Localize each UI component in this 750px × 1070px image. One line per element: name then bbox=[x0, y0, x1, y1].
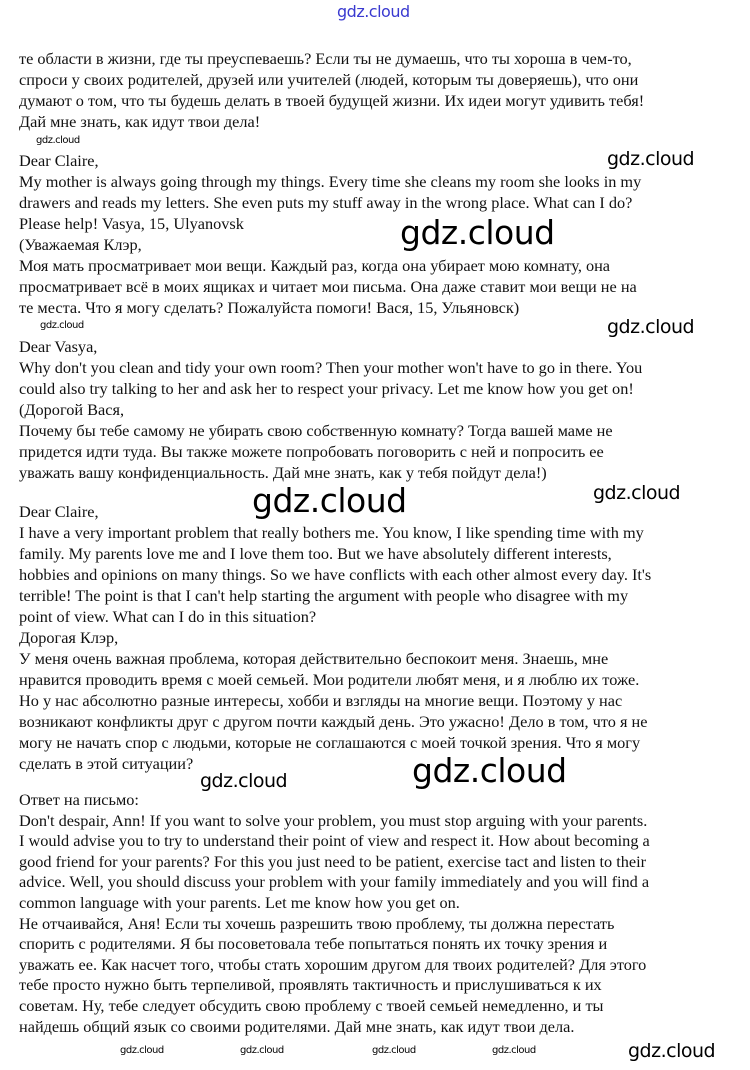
text-line: good friend for your parents? For this you just need to be patient, exercise tact and listen to their bbox=[19, 851, 647, 871]
text-line: Dear Vasya, bbox=[19, 337, 98, 356]
text-line: Почему бы тебе самому не убирать свою собственную комнату? Тогда вашей маме не bbox=[19, 421, 613, 440]
watermark: gdz.cloud bbox=[240, 1045, 284, 1056]
watermark: gdz.cloud bbox=[400, 213, 555, 252]
letter-continuation bbox=[19, 48, 644, 132]
text-line: Дай мне знать, как идут твои дела! bbox=[19, 112, 261, 131]
watermark: gdz.cloud bbox=[36, 135, 80, 146]
watermark: gdz.cloud bbox=[492, 1045, 536, 1056]
text-line: У меня очень важная проблема, которая действительно беспокоит меня. Знаешь, мне bbox=[19, 649, 609, 668]
text-line: (Уважаемая Клэр, bbox=[19, 235, 142, 254]
watermark: gdz.cloud bbox=[628, 1040, 716, 1062]
text-line: могу не начать спор с людьми, которые не соглашаются с моей точкой зрения. Что я могу bbox=[19, 733, 641, 752]
watermark: gdz.cloud bbox=[412, 751, 567, 790]
text-line: тебе просто нужно быть терпеливой, проявлять тактичность и прислушиваться к их bbox=[19, 975, 602, 995]
text-line: drawers and reads my letters. She even puts my stuff away in the wrong place. What can I do? bbox=[19, 193, 633, 212]
text-line: спорить с родителями. Я бы посоветовала тебе попытаться понять их точку зрения и bbox=[19, 934, 608, 954]
text-line: My mother is always going through my things. Every time she cleans my room she looks in my bbox=[19, 172, 642, 191]
text-line: common language with your parents. Let me know how you get on. bbox=[19, 892, 460, 912]
reply-vasya bbox=[19, 336, 642, 483]
text-line: I have a very important problem that really bothers me. You know, I like spending time with my bbox=[19, 523, 644, 542]
text-line: advice. Well, you should discuss your problem with your family immediately and you will find a bbox=[19, 872, 650, 892]
text-line: I would advise you to try to understand their point of view and respect it. How about becoming a bbox=[19, 831, 650, 851]
text-line: Но у нас абсолютно разные интересы, хобби и взгляды на многие вещи. Поэтому у нас bbox=[19, 691, 623, 710]
text-line: Не отчаивайся, Аня! Если ты хочешь разрешить твою проблему, ты должна перестать bbox=[19, 913, 615, 933]
watermark: gdz.cloud bbox=[200, 770, 288, 792]
letter-ann bbox=[19, 501, 651, 774]
text-line: Dear Claire, bbox=[19, 151, 99, 170]
text-line: спроси у своих родителей, друзей или учителей (людей, которым ты доверяешь), что они bbox=[19, 70, 639, 89]
text-line: уважать ее. Как насчет того, чтобы стать хорошим другом для твоих родителей? Для этого bbox=[19, 954, 647, 974]
text-line: family. My parents love me and I love them too. But we have absolutely different interests, bbox=[19, 544, 612, 563]
text-line: Why don't you clean and tidy your own room? Then your mother won't have to go in there. You bbox=[19, 358, 643, 377]
text-line: думают о том, что ты будешь делать в твоей будущей жизни. Их идеи могут удивить тебя! bbox=[19, 91, 645, 110]
text-line: point of view. What can I do in this situation? bbox=[19, 607, 317, 626]
watermark-link[interactable]: gdz.cloud bbox=[337, 2, 410, 21]
text-line: нравится проводить время с моей семьей. Мои родители любят меня, и я люблю их тоже. bbox=[19, 670, 640, 689]
text-line: terrible! The point is that I can't help starting the argument with people who disagree with my bbox=[19, 586, 629, 605]
text-line: Dear Claire, bbox=[19, 502, 99, 521]
text-line: советам. Ну, тебе следует обсудить свою проблему с твоей семьей немедленно, и ты bbox=[19, 995, 604, 1015]
watermark: gdz.cloud bbox=[40, 320, 84, 331]
watermark: gdz.cloud bbox=[607, 316, 695, 338]
text-line: сделать в этой ситуации? bbox=[19, 754, 194, 773]
text-line: hobbies and opinions on many things. So we have conflicts with each other almost every day. It's bbox=[19, 565, 652, 584]
text-line: придется идти туда. Вы также можете попробовать поговорить с ней и попросить ее bbox=[19, 442, 604, 461]
text-line: Please help! Vasya, 15, Ulyanovsk bbox=[19, 214, 244, 233]
watermark: gdz.cloud bbox=[120, 1045, 164, 1056]
text-line: найдешь общий язык со своими родителями. Дай мне знать, как идут твои дела. bbox=[19, 1016, 575, 1036]
text-line: could also try talking to her and ask her to respect your privacy. Let me know how you get on! bbox=[19, 379, 634, 398]
reply-ann bbox=[19, 790, 650, 1037]
watermark: gdz.cloud bbox=[372, 1045, 416, 1056]
text-line: Моя мать просматривает мои вещи. Каждый раз, когда она убирает мою комнату, она bbox=[19, 256, 611, 275]
watermark: gdz.cloud bbox=[593, 482, 681, 504]
text-line: Дорогая Клэр, bbox=[19, 628, 119, 647]
watermark: gdz.cloud bbox=[607, 148, 695, 170]
text-line: те области в жизни, где ты преуспеваешь? Если ты не думаешь, что ты хороша в чем-то, bbox=[19, 49, 632, 68]
text-line: (Дорогой Вася, bbox=[19, 400, 125, 419]
text-line: возникают конфликты друг с другом почти каждый день. Это ужасно! Дело в том, что я не bbox=[19, 712, 648, 731]
text-line: Ответ на письмо: bbox=[19, 790, 139, 809]
watermark: gdz.cloud bbox=[252, 481, 407, 520]
text-line: те места. Что я могу сделать? Пожалуйста помоги! Вася, 15, Ульяновск) bbox=[19, 298, 520, 317]
text-line: просматривает всё в моих ящиках и читает мои письма. Она даже ставит мои вещи не на bbox=[19, 277, 637, 296]
text-line: Don't despair, Ann! If you want to solve your problem, you must stop arguing with your parents. bbox=[19, 810, 648, 830]
text-line: уважать вашу конфиденциальность. Дай мне знать, как у тебя пойдут дела!) bbox=[19, 463, 547, 482]
